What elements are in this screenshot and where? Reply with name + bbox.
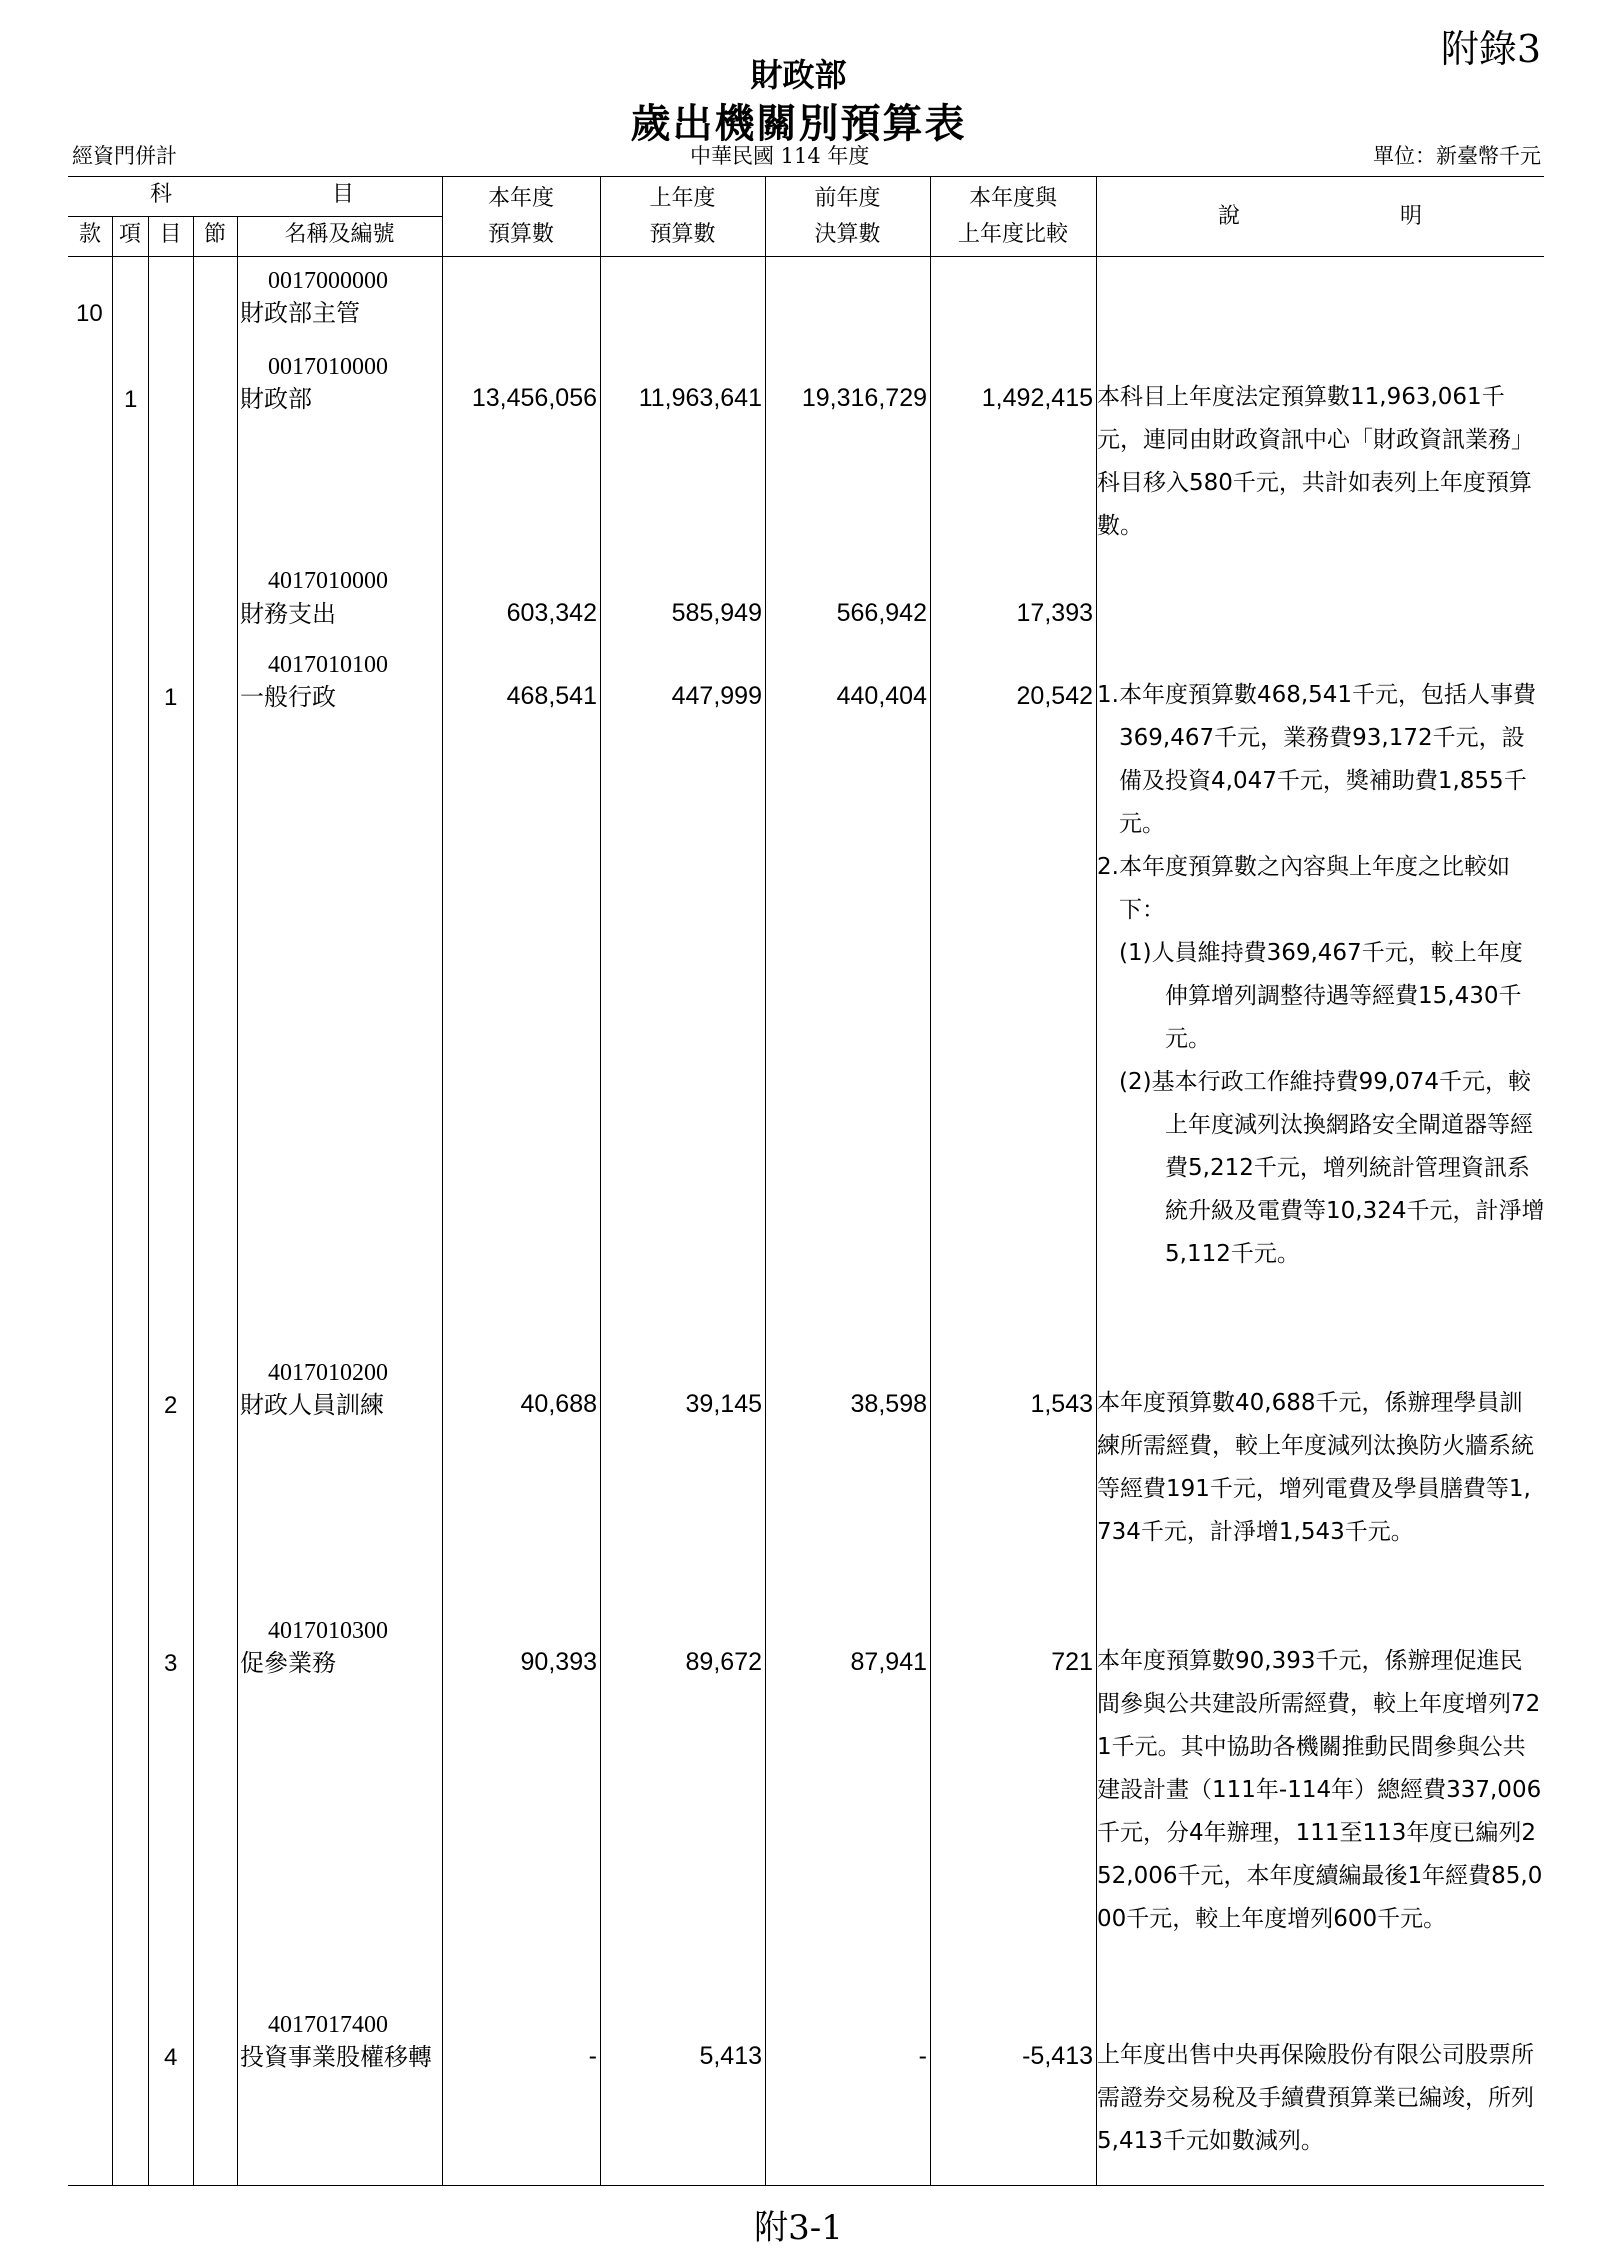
row-prev: - — [918, 2042, 927, 2070]
row-code: 4017010100 — [268, 652, 388, 678]
col-divider — [930, 176, 931, 2185]
row-desc-list — [1097, 674, 1545, 1276]
desc-item: 2.本年度預算數之內容與上年度之比較如下： — [1097, 854, 1510, 923]
header-desc-1: 說 — [1218, 204, 1241, 229]
row-code: 4017010000 — [268, 568, 388, 594]
row-last: 11,963,641 — [638, 384, 762, 412]
header-kuan: 款 — [78, 222, 101, 247]
table-top-border — [68, 176, 1544, 177]
header-current-2: 預算數 — [487, 222, 554, 247]
row-desc: 上年度出售中央再保險股份有限公司股票所需證券交易稅及手續費預算業已編竣，所列5,413千元如數減列。 — [1097, 2042, 1534, 2154]
row-mu: 2 — [164, 1392, 178, 1419]
row-current: 468,541 — [506, 682, 597, 710]
row-code: 4017017400 — [268, 2012, 388, 2038]
desc-item: (2)基本行政工作維持費99,074千元，較上年度減列汰換網路安全閘道器等經費5,212千元，增列統計管理資訊系統升級及電費等10,324千元，計淨增5,112千元。 — [1119, 1069, 1545, 1267]
year-label: 中華民國 114 年度 — [690, 144, 870, 168]
row-cmp: -5,413 — [1022, 2042, 1093, 2070]
desc-item: 1.本年度預算數468,541千元，包括人事費369,467千元，業務費93,172千元，設備及投資4,047千元，獎補助費1,855千元。 — [1097, 682, 1537, 837]
row-last: 89,672 — [685, 1648, 762, 1676]
row-name: 一般行政 — [240, 683, 336, 711]
col-divider — [193, 216, 194, 2185]
row-last: 39,145 — [685, 1390, 762, 1418]
row-current: 603,342 — [506, 599, 597, 627]
row-last: 5,413 — [699, 2042, 762, 2070]
page-title: 歲出機關別預算表 — [630, 100, 967, 147]
row-current: 90,393 — [520, 1648, 597, 1676]
row-name: 財政人員訓練 — [240, 1391, 384, 1419]
row-prev: 38,598 — [850, 1390, 927, 1418]
row-mu: 4 — [164, 2044, 178, 2071]
row-cmp: 1,543 — [1030, 1390, 1093, 1418]
subject-header-divider — [68, 216, 442, 217]
row-name: 財務支出 — [240, 600, 336, 628]
row-code: 0017010000 — [268, 354, 388, 380]
desc-item: (1)人員維持費369,467千元，較上年度伸算增列調整待遇等經費15,430千元。 — [1119, 940, 1523, 1052]
category-label: 經資門併計 — [72, 144, 177, 168]
row-xiang: 1 — [124, 386, 138, 413]
col-divider — [442, 176, 443, 2185]
row-name: 投資事業股權移轉 — [240, 2043, 432, 2071]
row-cmp: 1,492,415 — [981, 384, 1093, 412]
col-divider — [765, 176, 766, 2185]
row-mu: 3 — [164, 1650, 178, 1677]
unit-label: 單位：新臺幣千元 — [1373, 144, 1541, 168]
col-divider — [112, 216, 113, 2185]
row-prev: 87,941 — [850, 1648, 927, 1676]
header-prev-2: 決算數 — [814, 222, 881, 247]
row-prev: 566,942 — [836, 599, 927, 627]
row-kuan: 10 — [76, 300, 103, 327]
row-prev: 19,316,729 — [801, 384, 927, 412]
header-mu: 目 — [159, 222, 182, 247]
header-current-1: 本年度 — [487, 186, 554, 211]
col-divider — [148, 216, 149, 2185]
header-subject: 科 — [150, 182, 173, 207]
header-xiang: 項 — [118, 222, 141, 247]
row-code: 4017010200 — [268, 1360, 388, 1386]
row-desc: 本年度預算數40,688千元，係辦理學員訓練所需經費，較上年度減列汰換防火牆系統等經費191千元，增列電費及學員膳費等1,734千元，計淨增1,543千元。 — [1097, 1390, 1534, 1545]
header-last-2: 預算數 — [649, 222, 716, 247]
row-cmp: 20,542 — [1016, 682, 1093, 710]
header-last-1: 上年度 — [649, 186, 716, 211]
row-mu: 1 — [164, 684, 178, 711]
header-jie: 節 — [203, 222, 226, 247]
row-current: - — [588, 2042, 597, 2070]
row-cmp: 721 — [1051, 1648, 1093, 1676]
ministry-name: 財政部 — [750, 56, 847, 94]
header-name-code: 名稱及編號 — [284, 222, 395, 247]
row-code: 4017010300 — [268, 1618, 388, 1644]
header-subject-2: 目 — [332, 182, 355, 207]
header-cmp-1: 本年度與 — [968, 186, 1057, 211]
row-prev: 440,404 — [836, 682, 927, 710]
col-divider — [600, 176, 601, 2185]
row-desc: 本年度預算數90,393千元，係辦理促進民間參與公共建設所需經費，較上年度增列721千元。其中協助各機關推動民間參與公共建設計畫（111年-114年）總經費337,006千元，分4年辦理，111至113年度已編列252,006千元，本年度續編最後1年經費85,000千元，較上年度增列600千元。 — [1097, 1648, 1543, 1932]
row-cmp: 17,393 — [1016, 599, 1093, 627]
header-desc-2: 明 — [1400, 204, 1423, 229]
row-current: 40,688 — [520, 1390, 597, 1418]
table-bottom-border — [68, 2185, 1544, 2186]
row-code: 0017000000 — [268, 268, 388, 294]
col-divider — [237, 216, 238, 2185]
row-current: 13,456,056 — [471, 384, 597, 412]
row-desc: 本科目上年度法定預算數11,963,061千元，連同由財政資訊中心「財政資訊業務」科目移入580千元，共計如表列上年度預算數。 — [1097, 384, 1534, 539]
row-name: 財政部主管 — [240, 299, 360, 327]
row-last: 447,999 — [671, 682, 762, 710]
table-header-border — [68, 256, 1544, 257]
header-cmp-2: 上年度比較 — [957, 222, 1068, 247]
row-last: 585,949 — [671, 599, 762, 627]
row-name: 促參業務 — [240, 1649, 336, 1677]
row-name: 財政部 — [240, 385, 312, 413]
appendix-label: 附錄3 — [1440, 27, 1541, 71]
page-number: 附3-1 — [754, 2208, 843, 2248]
header-prev-1: 前年度 — [814, 186, 881, 211]
